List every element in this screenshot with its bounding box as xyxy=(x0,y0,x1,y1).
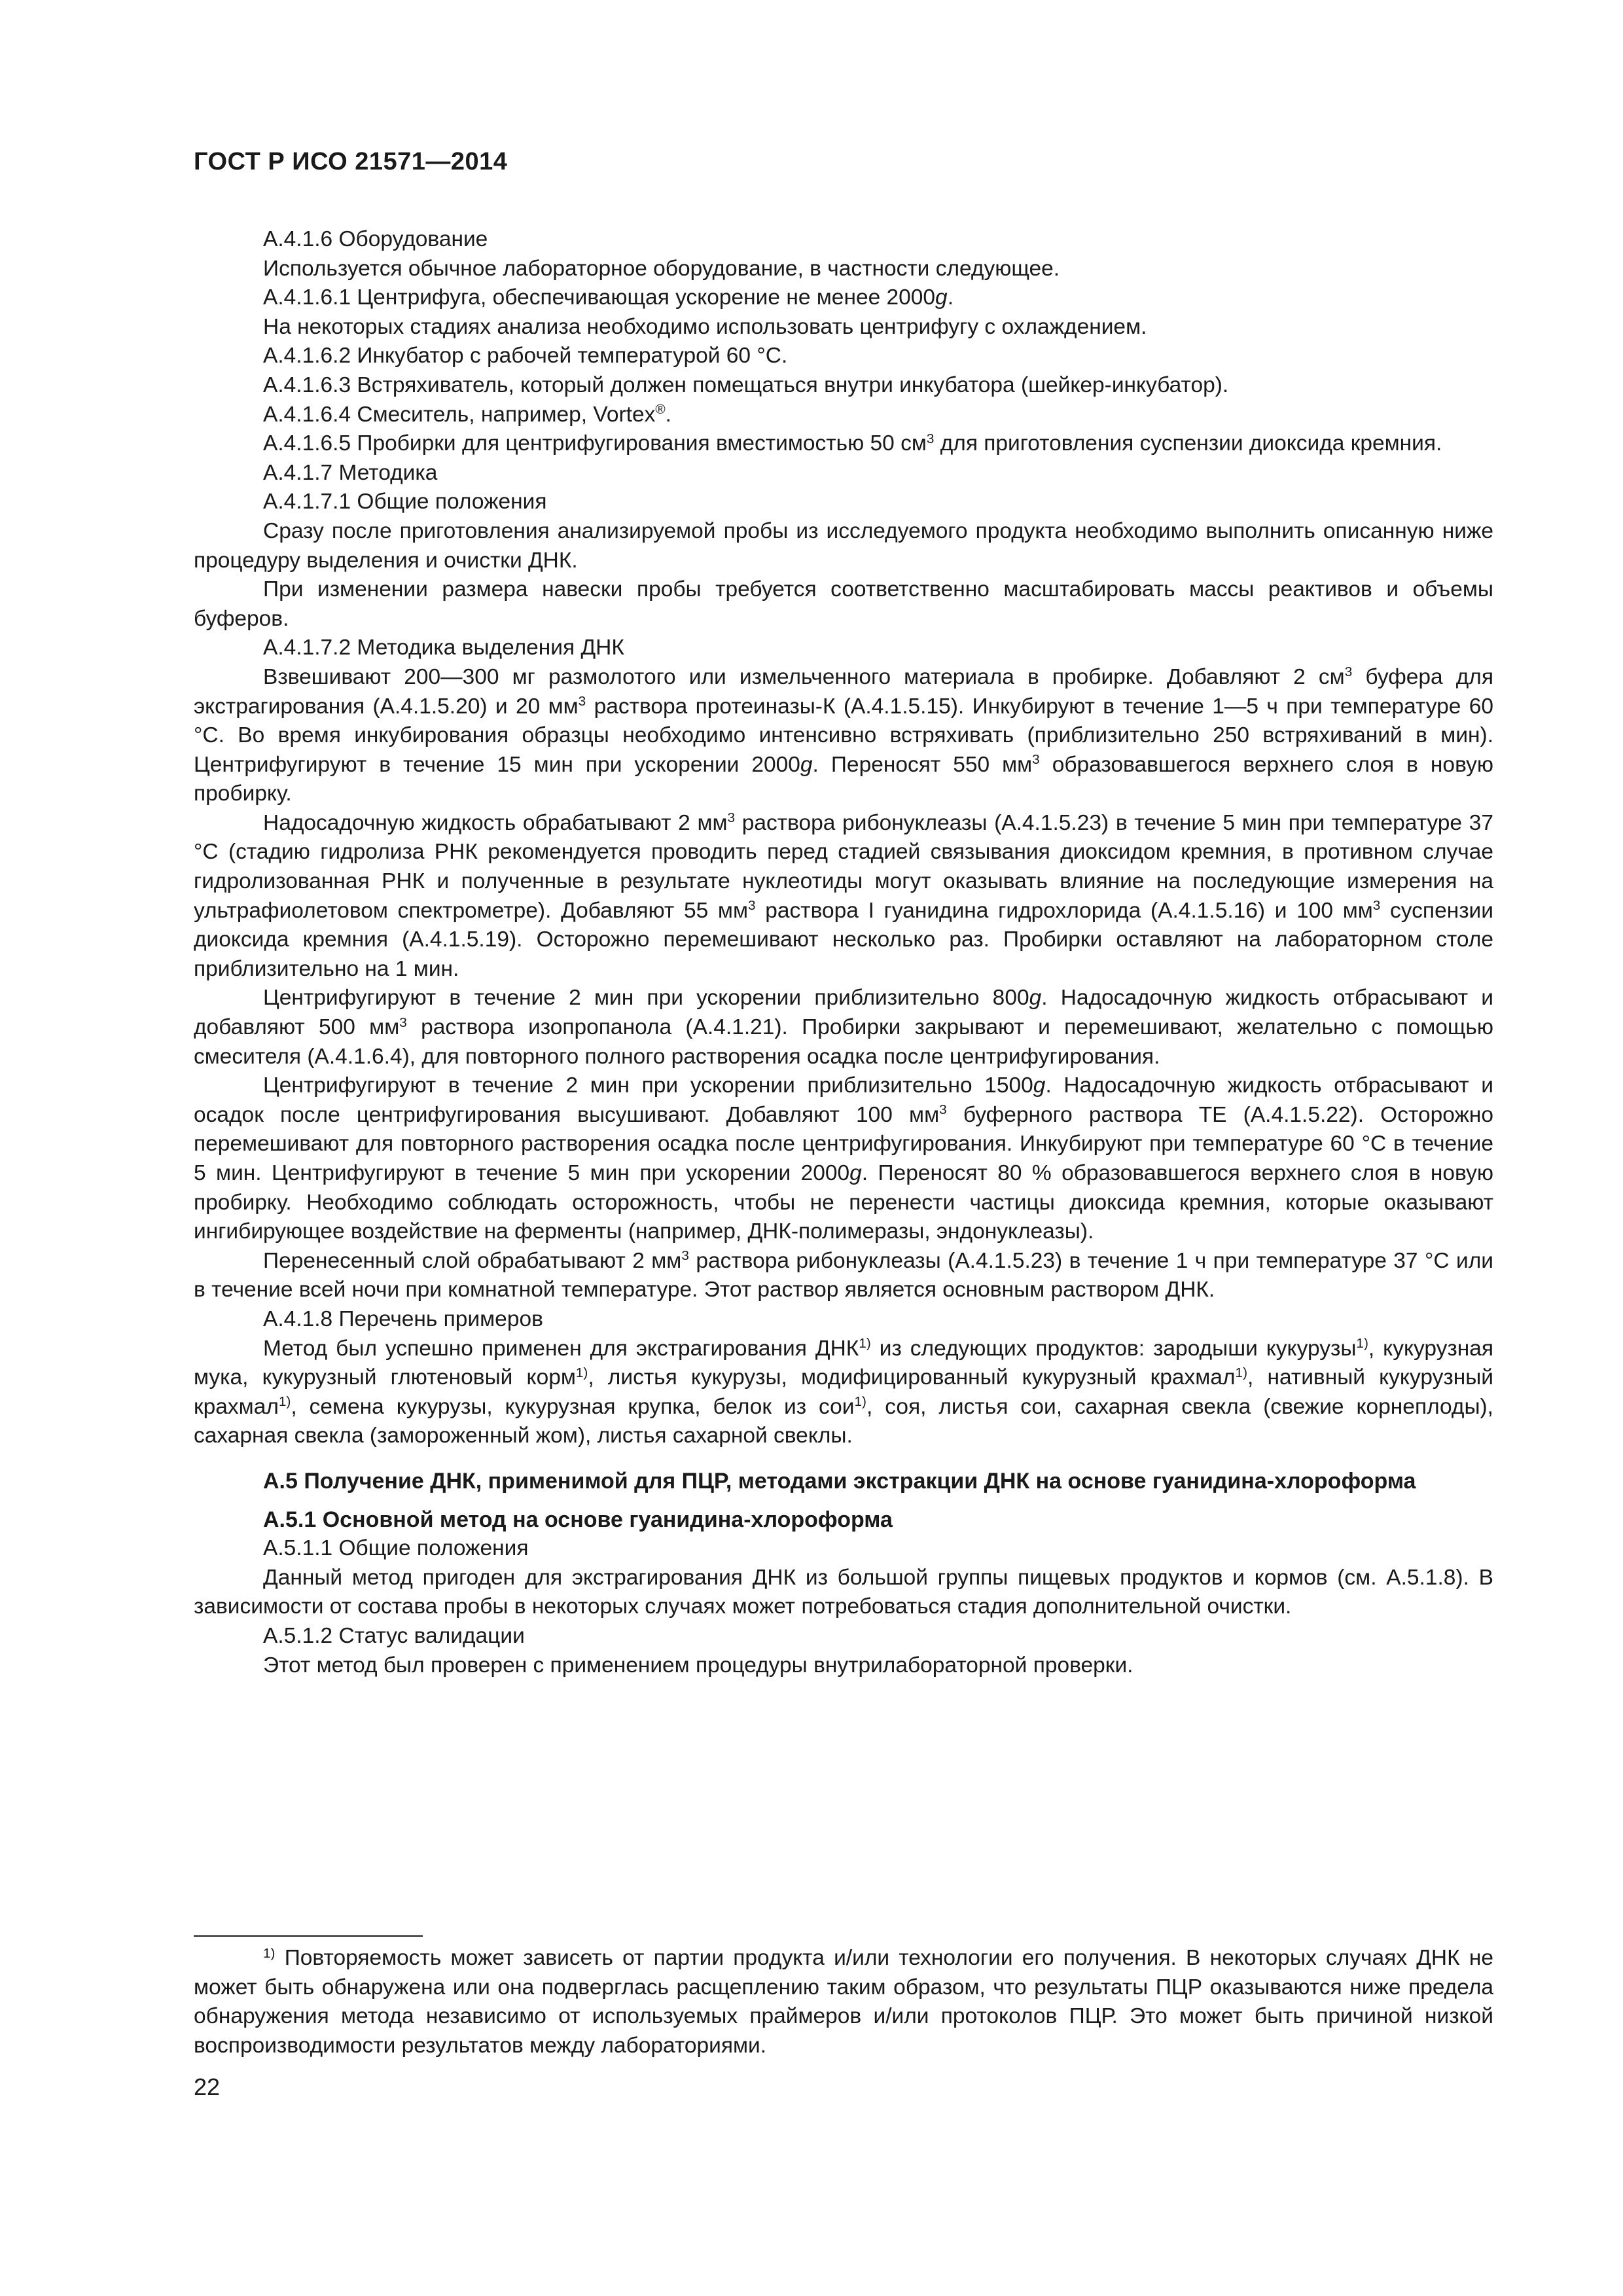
page-number: 22 xyxy=(194,2073,221,2100)
document-header: ГОСТ Р ИСО 21571—2014 xyxy=(194,148,508,175)
section-heading: А.5 Получение ДНК, применимой для ПЦР, методами экстракции ДНК на основе гуанидина-хлороформа xyxy=(263,1468,1416,1494)
paragraph: А.4.1.6.3 Встряхиватель, который должен помещаться внутри инкубатора (шейкер-инкубатор). xyxy=(263,372,1229,397)
document-body xyxy=(194,225,1493,1680)
paragraph: Взвешивают 200—300 мг размолотого или измельченного материала в пробирке. Добавляют 2 $см^3$ буфера для экстрагирования (А.4.1.5.20) и 20 $мм^3$ раствора протеиназы-К (А.4.1.5.15). Инкубируют в течение 1—5 ч при температуре 60 °С. Во время инкубирования образцы необходимо интенсивно встряхивать (приблизительно 250 встряхиваний в мин). Центрифугируют в течение 15 мин при ускорении 2000g. Переносят 550 $мм^3$ образовавшегося верхнего слоя в новую пробирку. xyxy=(194,664,1494,806)
paragraph: А.4.1.6.1 Центрифуга, обеспечивающая ускорение не менее 2000g. xyxy=(263,285,954,310)
paragraph: А.4.1.7.2 Методика выделения ДНК xyxy=(263,636,624,660)
paragraph: А.4.1.6.2 Инкубатор с рабочей температурой 60 °С. xyxy=(263,344,788,368)
paragraph: А.4.1.8 Перечень примеров xyxy=(263,1306,543,1331)
paragraph: Сразу после приготовления анализируемой пробы из исследуемого продукта необходимо выполнить описанную ниже процедуру выделения и очистки ДНК. xyxy=(194,518,1493,573)
footnote xyxy=(194,1944,1493,2060)
paragraph: А.4.1.6 Оборудование xyxy=(263,227,488,251)
footnote-mark: 1) xyxy=(263,1945,276,1961)
subsection-heading: А.5.1 Основной метод на основе гуанидина-хлороформа xyxy=(263,1507,893,1532)
paragraph: Перенесенный слой обрабатывают 2 $мм^3$ раствора рибонуклеазы (А.4.1.5.23) в течение 1 ч при температуре 37 °С или в течение всей ночи при комнатной температуре. Этот раствор является основным раствором ДНК. xyxy=(194,1248,1493,1302)
paragraph: Метод был успешно применен для экстрагирования ДНК$^{1)}$ из следующих продуктов: зародыши кукурузы$^{1)}$, кукурузная мука, кукурузный глютеновый корм$^{1)}$, листья кукурузы, модифицированный кукурузный крахмал$^{1)}$, нативный кукурузный крахмал$^{1)}$, семена кукурузы, кукурузная крупка, белок из сои$^{1)}$, соя, листья сои, сахарная свекла (свежие корнеплоды), сахарная свекла (замороженный жом), листья сахарной свеклы. xyxy=(194,1336,1493,1448)
paragraph: А.4.1.6.4 Смеситель, например, Vortex®. xyxy=(263,402,671,427)
paragraph: А.4.1.6.5 Пробирки для центрифугирования вместимостью 50 $см^3$ для приготовления суспензии диоксида кремния. xyxy=(263,431,1442,456)
paragraph: Используется обычное лабораторное оборудование, в частности следующее. xyxy=(263,256,1060,281)
paragraph: Данный метод пригоден для экстрагирования ДНК из большой группы пищевых продуктов и кормов (см. А.5.1.8). В зависимости от состава пробы в некоторых случаях может потребоваться стадия дополнительной очистки. xyxy=(194,1565,1493,1619)
paragraph: Центрифугируют в течение 2 мин при ускорении приблизительно 1500g. Надосадочную жидкость отбрасывают и осадок после центрифугирования высушивают. Добавляют 100 $мм^3$ буферного раствора ТЕ (А.4.1.5.22). Осторожно перемешивают для повторного растворения осадка после центрифугирования. Инкубируют при температуре 60 °С в течение 5 мин. Центрифугируют в течение 5 мин при ускорении 2000g. Переносят 80 % образовавшегося верхнего слоя в новую пробирку. Необходимо соблюдать осторожность, чтобы не перенести частицы диоксида кремния, которые оказывают ингибирующее воздействие на ферменты (например, ДНК-полимеразы, эндонуклеазы). xyxy=(194,1073,1494,1244)
paragraph: При изменении размера навески пробы требуется соответственно масштабировать массы реактивов и объемы буферов. xyxy=(194,577,1493,631)
footnote-divider xyxy=(194,1935,423,1937)
paragraph: А.4.1.7.1 Общие положения xyxy=(263,490,547,514)
paragraph: Надосадочную жидкость обрабатывают 2 $мм^3$ раствора рибонуклеазы (А.4.1.5.23) в течение 5 мин при температуре 37 °С (стадию гидролиза РНК рекомендуется проводить перед стадией связывания диоксидом кремния, в противном случае гидролизованная РНК и полученные в результате нуклеотиды могут оказывать влияние на последующие измерения на ультрафиолетовом спектрометре). Добавляют 55 $мм^3$ раствора I гуанидина гидрохлорида (А.4.1.5.16) и 100 $мм^3$ суспензии диоксида кремния (А.4.1.5.19). Осторожно перемешивают несколько раз. Пробирки оставляют на лабораторном столе приблизительно на 1 мин. xyxy=(194,810,1493,981)
paragraph: А.5.1.2 Статус валидации xyxy=(263,1623,525,1648)
paragraph: На некоторых стадиях анализа необходимо использовать центрифугу с охлаждением. xyxy=(263,314,1147,339)
paragraph: Центрифугируют в течение 2 мин при ускорении приблизительно 800g. Надосадочную жидкость отбрасывают и добавляют 500 $мм^3$ раствора изопропанола (А.4.1.21). Пробирки закрывают и перемешивают, желательно с помощью смесителя (А.4.1.6.4), для повторного полного растворения осадка после центрифугирования. xyxy=(194,986,1494,1069)
footnote-text: $^{1)}$ Повторяемость может зависеть от партии продукта и/или технологии его получения. В некоторых случаях ДНК не может быть обнаружена или она подверглась расщеплению таким образом, что результаты ПЦР оказываются ниже предела обнаружения метода независимо от используемых праймеров и/или протоколов ПЦР. Это может быть причиной низкой воспроизводимости результатов между лабораториями. xyxy=(194,1945,1493,2058)
paragraph: Этот метод был проверен с применением процедуры внутрилабораторной проверки. xyxy=(263,1653,1133,1677)
paragraph: А.5.1.1 Общие положения xyxy=(263,1536,529,1561)
paragraph: А.4.1.7 Методика xyxy=(263,460,438,485)
